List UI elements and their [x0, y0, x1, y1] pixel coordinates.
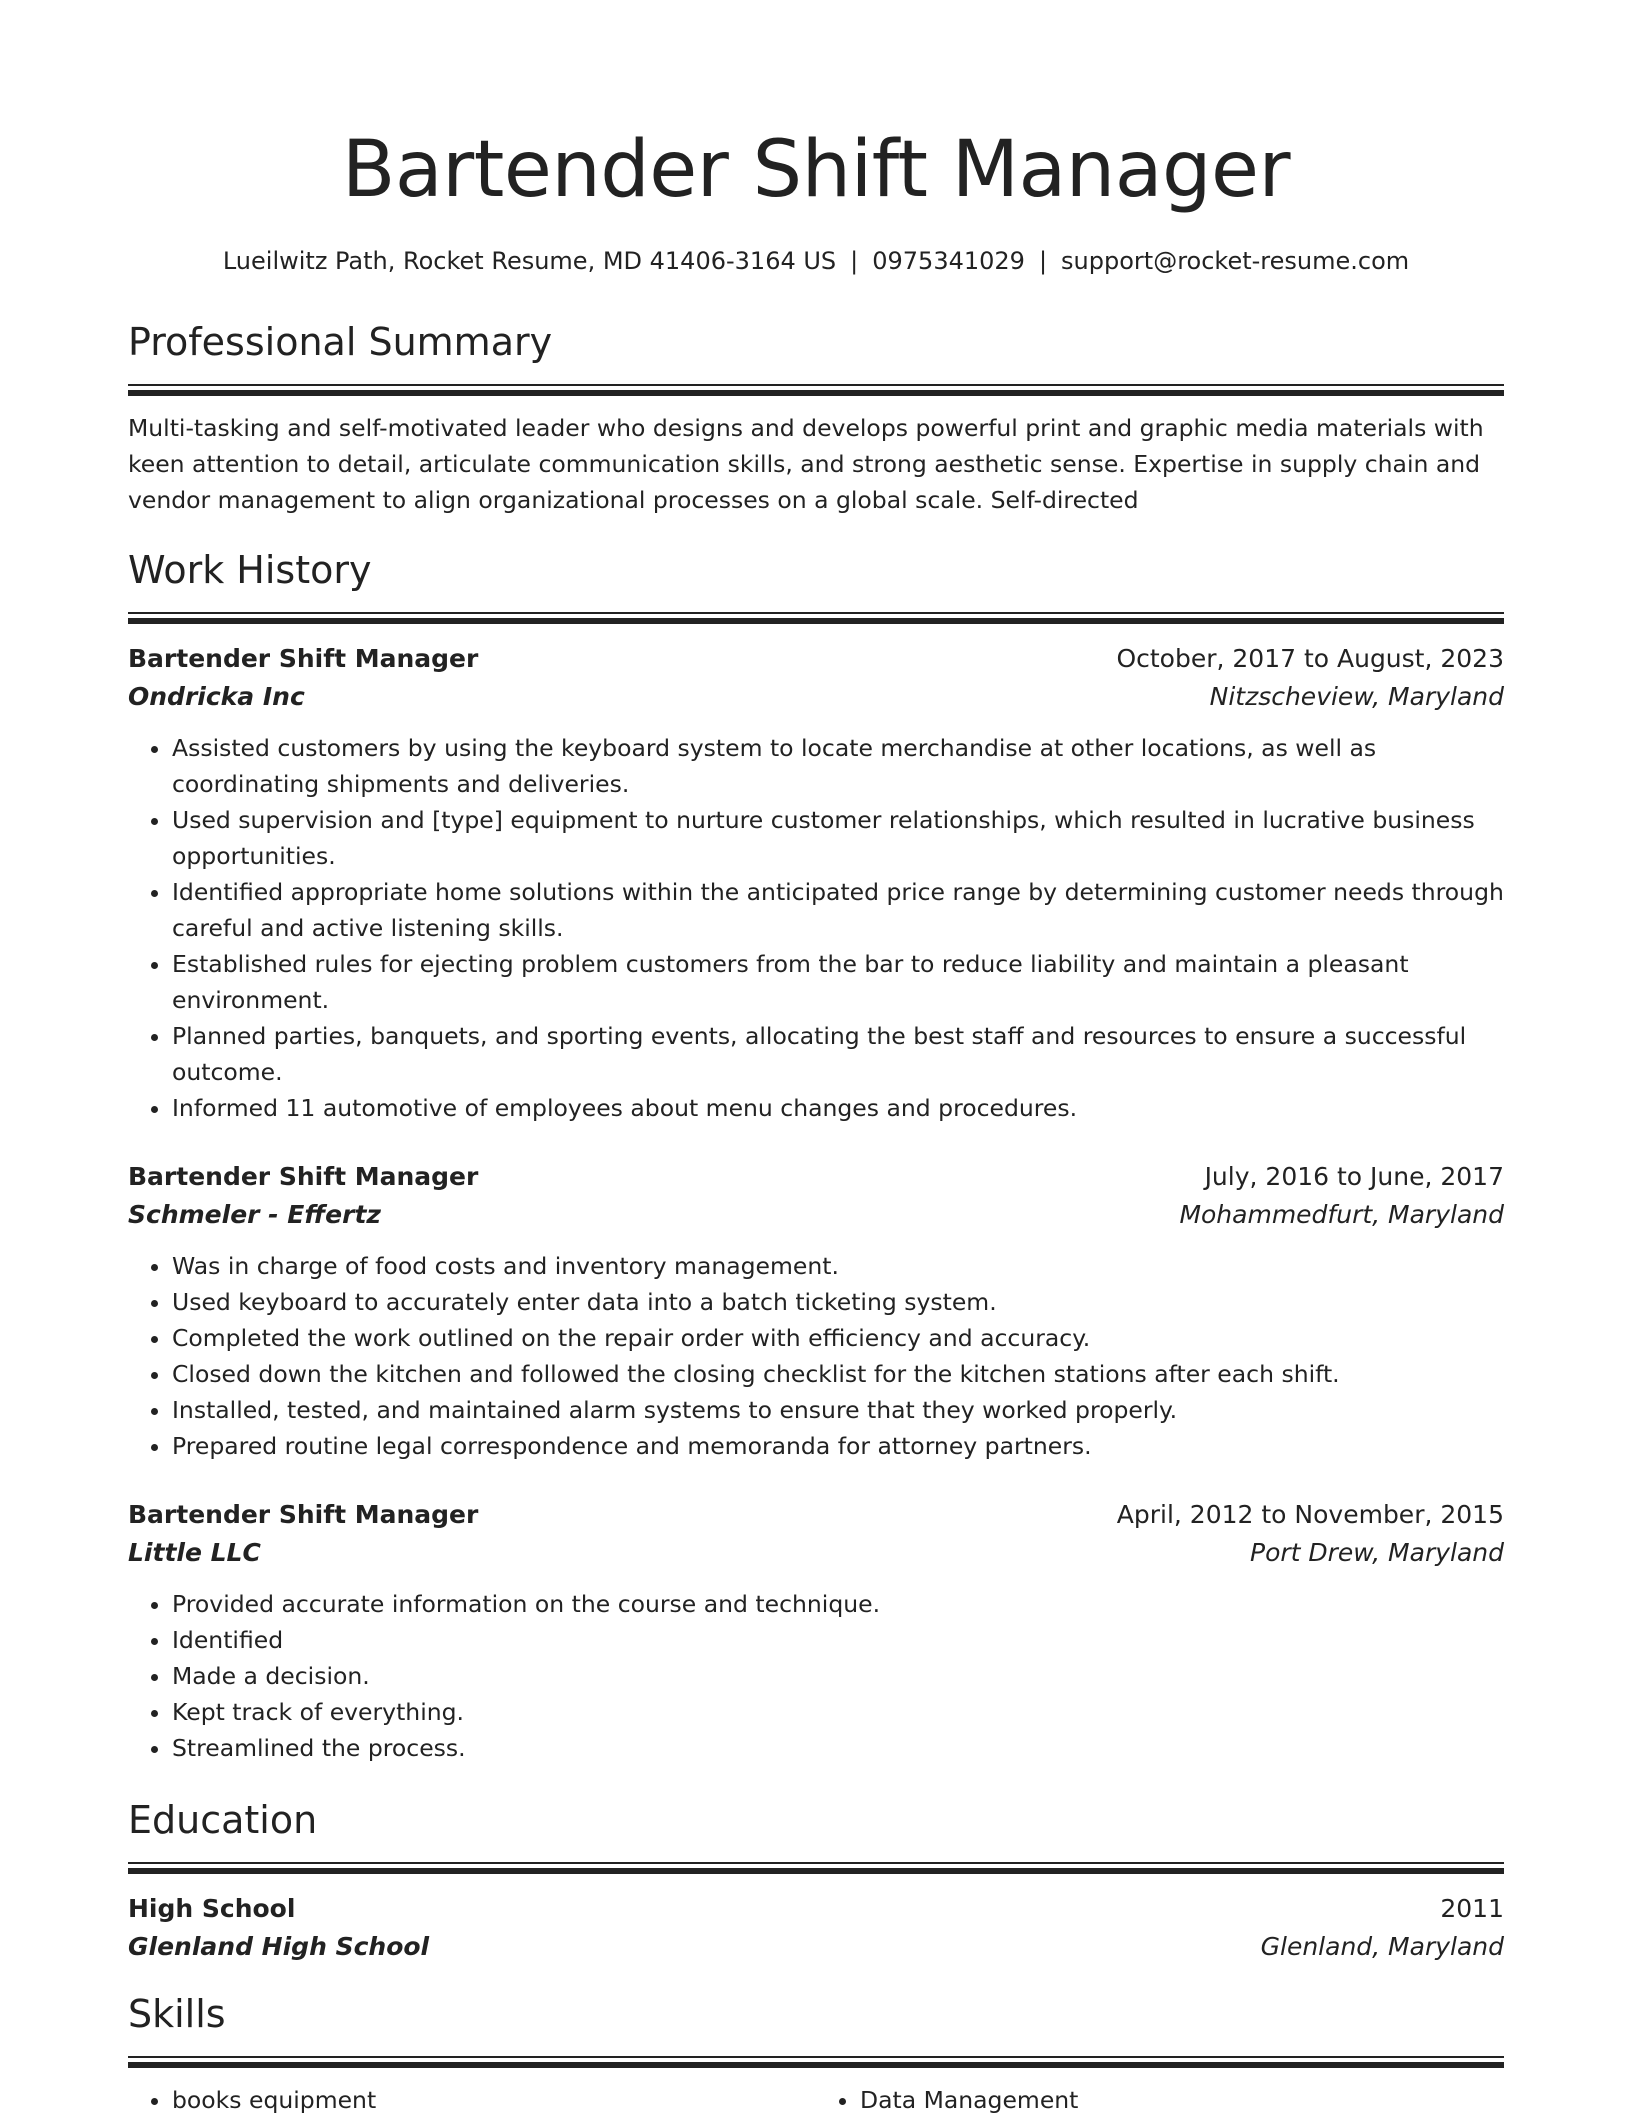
- list-item: • Installed, tested, and maintained alarm systems to ensure that they worked properly.: [172, 1392, 1504, 1428]
- list-item: • Identified appropriate home solutions within the anticipated price range by determining customer needs through careful and active listening skills.: [172, 874, 1504, 946]
- education-year: 2011: [1440, 1894, 1504, 1923]
- list-item: • Was in charge of food costs and inventory management.: [172, 1248, 1504, 1284]
- contact-address: Lueilwitz Path, Rocket Resume, MD 41406-3164 US: [222, 247, 837, 275]
- education-section: [128, 1794, 1504, 1966]
- job-dates: October, 2017 to August, 2023: [1116, 644, 1504, 673]
- summary-section: [128, 316, 1504, 518]
- job-entry: [128, 640, 1504, 1126]
- job-entry: [128, 1158, 1504, 1464]
- list-item: • Prepared routine legal correspondence and memoranda for attorney partners.: [172, 1428, 1504, 1464]
- list-item: • Informed 11 automotive of employees about menu changes and procedures.: [172, 1090, 1504, 1126]
- work-history-section: [128, 544, 1504, 1766]
- job-dates: July, 2016 to June, 2017: [1204, 1162, 1504, 1191]
- skills-column-left: [128, 2082, 816, 2118]
- job-dates: April, 2012 to November, 2015: [1116, 1500, 1504, 1529]
- education-heading: Education: [128, 1798, 318, 1842]
- resume-name: Bartender Shift Manager: [341, 125, 1291, 215]
- list-item: • Made a decision.: [172, 1658, 1504, 1694]
- education-entry: [128, 1890, 1504, 1966]
- list-item: • Established rules for ejecting problem customers from the bar to reduce liability and maintain a pleasant environment.: [172, 946, 1504, 1018]
- list-item: • books equipment: [172, 2082, 816, 2118]
- list-item: • Completed the work outlined on the repair order with efficiency and accuracy.: [172, 1320, 1504, 1356]
- education-location: Glenland, Maryland: [1260, 1932, 1504, 1961]
- skills-heading: Skills: [128, 1992, 226, 2036]
- contact-email: support@rocket-resume.com: [1061, 247, 1410, 275]
- job-location: Mohammedfurt, Maryland: [1179, 1200, 1504, 1229]
- work-history-heading: Work History: [128, 548, 372, 592]
- job-title: Bartender Shift Manager: [128, 1162, 479, 1191]
- list-item: • Planned parties, banquets, and sporting events, allocating the best staff and resources to ensure a successful outcome.: [172, 1018, 1504, 1090]
- section-divider: [128, 1862, 1504, 1874]
- skills-section: [128, 1988, 1504, 2118]
- job-entry: [128, 1496, 1504, 1766]
- job-company: Ondricka Inc: [128, 682, 305, 711]
- job-company: Little LLC: [128, 1538, 261, 1567]
- contact-line: [128, 244, 1504, 278]
- list-item: • Data Management: [860, 2082, 1504, 2118]
- list-item: • Kept track of everything.: [172, 1694, 1504, 1730]
- list-item: • Provided accurate information on the course and technique.: [172, 1586, 1504, 1622]
- summary-heading: Professional Summary: [128, 320, 553, 364]
- section-divider: [128, 384, 1504, 396]
- job-location: Nitzscheview, Maryland: [1209, 682, 1504, 711]
- job-location: Port Drew, Maryland: [1250, 1538, 1504, 1567]
- section-divider: [128, 2056, 1504, 2068]
- list-item: • Assisted customers by using the keyboard system to locate merchandise at other locations, as well as coordinating shipments and deliveries.: [172, 730, 1504, 802]
- education-degree: High School: [128, 1894, 296, 1923]
- job-title: Bartender Shift Manager: [128, 644, 479, 673]
- contact-separator: |: [1038, 247, 1048, 275]
- skills-column-right: [816, 2082, 1504, 2118]
- contact-separator: |: [850, 247, 859, 275]
- list-item: • Used supervision and [type] equipment to nurture customer relationships, which resulted in lucrative business opportunities.: [172, 802, 1504, 874]
- list-item: • Identified: [172, 1622, 1504, 1658]
- job-company: Schmeler - Effertz: [128, 1200, 381, 1229]
- job-bullets: [128, 1248, 1504, 1464]
- list-item: • Closed down the kitchen and followed the closing checklist for the kitchen stations after each shift.: [172, 1356, 1504, 1392]
- list-item: • Streamlined the process.: [172, 1730, 1504, 1766]
- job-bullets: [128, 1586, 1504, 1766]
- section-divider: [128, 612, 1504, 624]
- job-title: Bartender Shift Manager: [128, 1500, 479, 1529]
- summary-text: Multi-tasking and self-motivated leader who designs and develops powerful print and graphic media materials with keen attention to detail, articulate communication skills, and strong aesthetic sense. Expertise in supply chain and vendor management to align organizational processes on a global scale. Self-directed: [128, 414, 1484, 514]
- job-bullets: [128, 730, 1504, 1126]
- skills-grid: [128, 2082, 1504, 2118]
- contact-phone: 0975341029: [872, 247, 1025, 275]
- list-item: • Used keyboard to accurately enter data into a batch ticketing system.: [172, 1284, 1504, 1320]
- education-school: Glenland High School: [128, 1932, 430, 1961]
